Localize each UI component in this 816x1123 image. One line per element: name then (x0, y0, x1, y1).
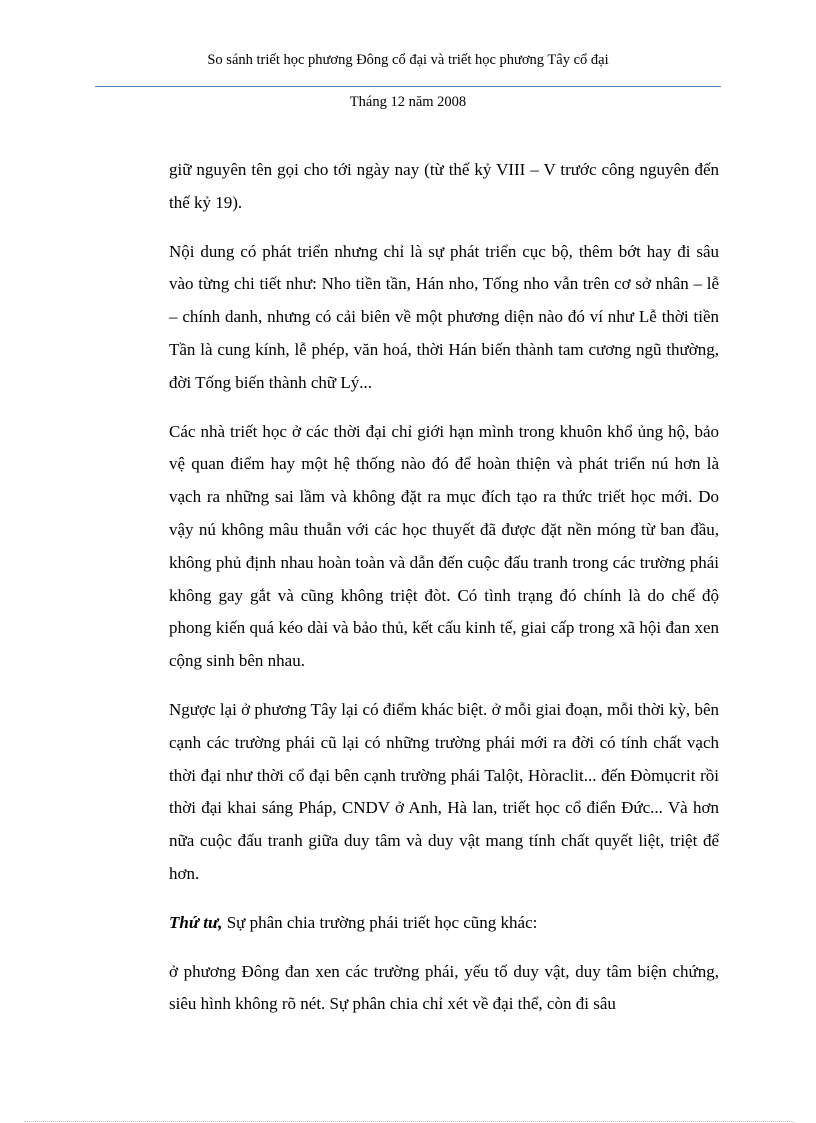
section-heading (169, 907, 719, 940)
page-bottom-divider (24, 1121, 794, 1122)
paragraph-3: Các nhà triết học ở các thời đại chỉ giới hạn mình trong khuôn khổ ủng hộ, bảo vệ quan điểm hay một hệ thống nào đó để hoàn thiện và phát triển nú hơn là vạch ra những sai lầm và không đặt ra mục đích tạo ra thức triết học mới. Do vậy nú không mâu thuẫn với các học thuyết đã được đặt nền móng từ ban đầu, không phủ định nhau hoàn toàn và dẫn đến cuộc đấu tranh trong các trường phái không gay gắt và cũng không triệt đòt. Có tình trạng đó chính là do chế độ phong kiến quá kéo dài và bảo thủ, kết cấu kinh tế, giai cấp trong xã hội đan xen cộng sinh bên nhau. (169, 421, 719, 671)
header-divider (95, 86, 721, 87)
section-lead: Thứ tư, (169, 912, 223, 932)
paragraph-1: giữ nguyên tên gọi cho tới ngày nay (từ thế kỷ VIII – V trước công nguyên đến thế kỷ 19). (169, 160, 719, 212)
paragraph-5: ở phương Đông đan xen các trường phái, yếu tố duy vật, duy tâm biện chứng, siêu hình không rõ nét. Sự phân chia chỉ xét về đại thể, còn đi sâu (169, 961, 719, 1014)
section-text: Sự phân chia trường phái triết học cũng khác: (222, 912, 538, 932)
paragraph-4: Ngược lại ở phương Tây lại có điểm khác biệt. ở mỗi giai đoạn, mỗi thời kỳ, bên cạnh các trường phái cũ lại có những trường phái mới ra đời có tính chất vạch thời đại như thời cổ đại bên cạnh trường phái Talột, Hòraclit... đến Đòmụcrit rồi thời đại khai sáng Pháp, CNDV ở Anh, Hà lan, triết học cổ điển Đức... Và hơn nữa cuộc đấu tranh giữa duy tâm và duy vật mang tính chất quyết liệt, triệt để hơn. (169, 699, 719, 883)
body-text (169, 154, 719, 1037)
header-title: So sánh triết học phương Đông cổ đại và triết học phương Tây cổ đại (207, 52, 609, 68)
header-date: Tháng 12 năm 2008 (349, 94, 467, 110)
paragraph-2: Nội dung có phát triển nhưng chỉ là sự phát triển cục bộ, thêm bớt hay đi sâu vào từng chi tiết như: Nho tiền tần, Hán nho, Tống nho vẫn trên cơ sở nhân – lễ – chính danh, nhưng có cải biên về một phương diện nào đó ví như Lễ thời tiền Tần là cung kính, lễ phép, văn hoá, thời Hán biến thành tam cương ngũ thường, đời Tống biến thành chữ Lý... (169, 241, 719, 392)
